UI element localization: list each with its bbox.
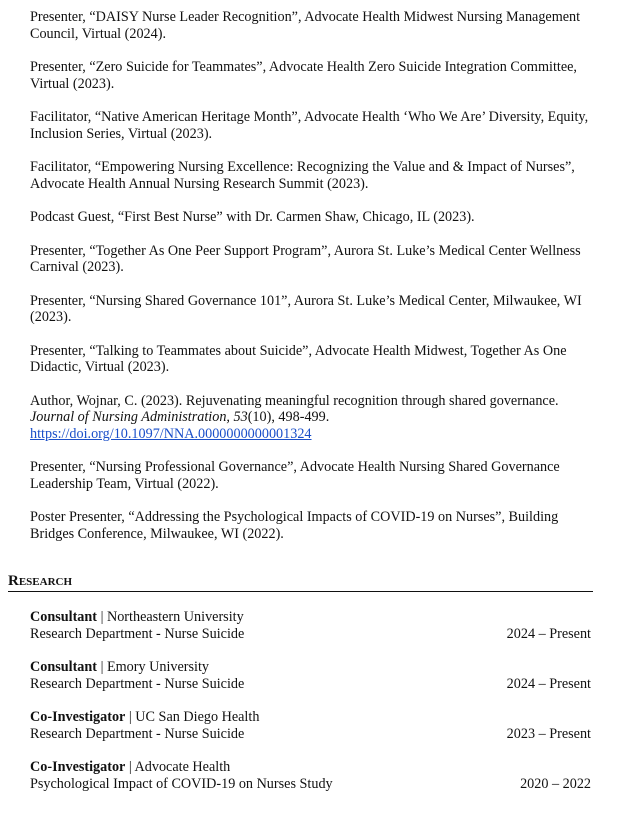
research-item xyxy=(30,759,591,809)
presentation-entry xyxy=(30,459,600,492)
presentation-entry xyxy=(30,209,600,226)
research-organization: | UC San Diego Health xyxy=(125,709,260,725)
research-project: Research Department - Nurse Suicide xyxy=(30,725,245,742)
research-item xyxy=(30,709,591,759)
presentation-entry xyxy=(30,109,600,142)
entry-text: Poster Presenter, “Addressing the Psychological Impacts of COVID-19 on Nurses”, Building Bridges Conference, Milwaukee, WI (2022). xyxy=(30,509,559,542)
research-dates: 2023 – Present xyxy=(506,725,591,742)
research-role: Consultant xyxy=(30,609,98,625)
entry-text: Facilitator, “Native American Heritage Month”, Advocate Health ‘Who We Are’ Diversity, Equity, Inclusion Series, Virtual (2023). xyxy=(30,109,589,142)
entry-text: Presenter, “DAISY Nurse Leader Recognition”, Advocate Health Midwest Nursing Management Council, Virtual (2024). xyxy=(30,9,581,42)
entry-text: Presenter, “Nursing Professional Governance”, Advocate Health Nursing Shared Governance Leadership Team, Virtual (2022). xyxy=(30,459,560,492)
presentation-entry xyxy=(30,243,600,276)
research-item xyxy=(30,659,591,709)
research-item xyxy=(30,609,591,659)
publication-citation: Author, Wojnar, C. (2023). Rejuvenating meaningful recognition through shared governance. xyxy=(30,392,559,409)
presentation-entry xyxy=(30,9,600,42)
research-dates: 2024 – Present xyxy=(506,675,591,692)
entry-text: Presenter, “Together As One Peer Support Program”, Aurora St. Luke’s Medical Center Wellness Carnival (2023). xyxy=(30,242,581,275)
entry-text: Presenter, “Talking to Teammates about Suicide”, Advocate Health Midwest, Together As One Didactic, Virtual (2023). xyxy=(30,342,567,375)
publication-entry xyxy=(30,393,600,443)
presentation-entry xyxy=(30,509,600,542)
doi-link[interactable]: https://doi.org/10.1097/NNA.0000000000001324 xyxy=(30,425,312,442)
research-organization: | Emory University xyxy=(97,659,210,675)
entry-text: Facilitator, “Empowering Nursing Excellence: Recognizing the Value and & Impact of Nurses”, Advocate Health Annual Nursing Research Summit (2023). xyxy=(30,159,575,192)
presentation-entry xyxy=(30,343,600,376)
entry-text: Presenter, “Nursing Shared Governance 101”, Aurora St. Luke’s Medical Center, Milwaukee, WI (2023). xyxy=(30,292,582,325)
presentation-entry xyxy=(30,293,600,326)
research-role: Co-Investigator xyxy=(30,759,126,775)
research-dates: 2024 – Present xyxy=(506,625,591,642)
research-project: Research Department - Nurse Suicide xyxy=(30,625,245,642)
entry-text: Podcast Guest, “First Best Nurse” with Dr. Carmen Shaw, Chicago, IL (2023). xyxy=(30,209,475,225)
presentation-entry xyxy=(30,159,600,192)
research-organization: | Advocate Health xyxy=(125,759,231,775)
research-project: Research Department - Nurse Suicide xyxy=(30,675,245,692)
presentation-entry xyxy=(30,59,600,92)
research-organization: | Northeastern University xyxy=(97,609,244,625)
research-list xyxy=(30,609,591,809)
publication-pages: (10), 498-499. xyxy=(247,409,330,425)
entry-text: Presenter, “Zero Suicide for Teammates”, Advocate Health Zero Suicide Integration Committee, Virtual (2023). xyxy=(30,59,577,92)
journal-name: Journal of Nursing Administration, 53 xyxy=(30,409,248,425)
research-dates: 2020 – 2022 xyxy=(520,775,591,792)
research-role: Co-Investigator xyxy=(30,709,126,725)
presentations-list xyxy=(30,9,600,559)
research-role: Consultant xyxy=(30,659,98,675)
research-project: Psychological Impact of COVID-19 on Nurses Study xyxy=(30,775,333,792)
research-section-heading: Research xyxy=(8,573,593,592)
